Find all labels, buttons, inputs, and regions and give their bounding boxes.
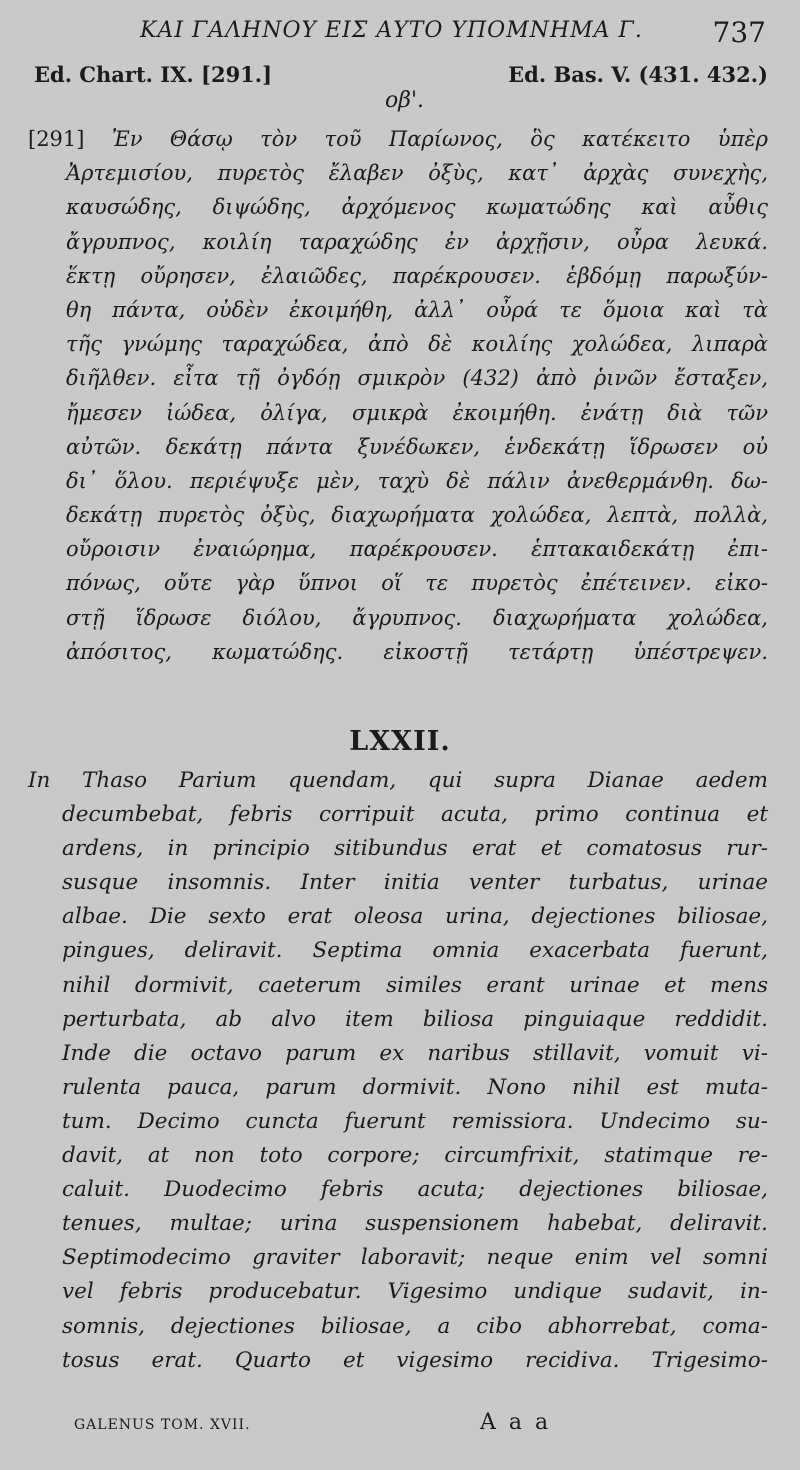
latin-line: perturbata, ab alvo item biliosa pinguiaque reddidit.	[62, 1006, 768, 1032]
latin-line: decumbebat, febris corripuit acuta, primo continua et	[62, 802, 768, 828]
latin-line: davit, at non toto corpore; circumfrixit, statimque re-	[62, 1143, 768, 1169]
footer-gathering-mark: A a a	[480, 1410, 552, 1435]
greek-section-number: οβ'.	[385, 88, 425, 113]
latin-line: ardens, in principio sitibundus erat et comatosus rur-	[62, 836, 768, 862]
latin-line: rulenta pauca, parum dormivit. Nono nihil est muta-	[62, 1074, 768, 1100]
latin-line: caluit. Duodecimo febris acuta; dejectiones biliosae,	[62, 1177, 768, 1203]
greek-text-block	[28, 122, 768, 669]
greek-line: τῆς γνώμης ταραχώδεα, ἀπὸ δὲ κοιλίης χολώδεα, λιπαρὰ	[66, 332, 768, 357]
edition-reference-chartier: Ed. Chart. IX. [291.]	[34, 62, 273, 87]
latin-line: pingues, deliravit. Septima omnia exacerbata fuerunt,	[62, 938, 768, 964]
latin-line: susque insomnis. Inter initia venter turbatus, urinae	[62, 870, 768, 896]
page-number: 737	[712, 16, 766, 49]
greek-line: αὐτῶν. δεκάτῃ πάντα ξυνέδωκεν, ἑνδεκάτῃ ἵδρωσεν οὐ	[66, 434, 768, 459]
latin-line: tum. Decimo cuncta fuerunt remissiora. Undecimo su-	[62, 1108, 768, 1134]
running-head: ΚΑΙ ΓΑΛΗΝΟΥ ΕΙΣ ΑΥΤΟ ΥΠΟΜΝΗΜΑ Γ.	[140, 18, 643, 43]
latin-text-block	[28, 764, 768, 1378]
latin-section-number: LXXII.	[349, 726, 451, 757]
greek-line: [291] Ἐν Θάσῳ τὸν τοῦ Παρίωνος, ὃς κατέκειτο ὑπὲρ	[28, 127, 768, 151]
greek-line: Ἀρτεμισίου, πυρετὸς ἔλαβεν ὀξὺς, κατ᾽ ἀρχὰς συνεχὴς,	[66, 161, 768, 186]
greek-line: καυσώδης, διψώδης, ἀρχόμενος κωματώδης καὶ αὖθις	[66, 195, 768, 220]
greek-line: πόνως, οὔτε γὰρ ὕπνοι οἵ τε πυρετὸς ἐπέτεινεν. εἰκο-	[66, 571, 768, 596]
greek-line: δεκάτῃ πυρετὸς ὀξὺς, διαχωρήματα χολώδεα, λεπτὰ, πολλὰ,	[66, 503, 768, 528]
latin-line: Septimodecimo graviter laboravit; neque enim vel somni	[62, 1245, 768, 1271]
latin-line: albae. Die sexto erat oleosa urina, dejectiones biliosae,	[62, 904, 768, 930]
greek-line: ἤμεσεν ἰώδεα, ὀλίγα, σμικρὰ ἐκοιμήθη. ἐνάτῃ διὰ τῶν	[66, 400, 768, 425]
latin-line: tenues, multae; urina suspensionem habebat, deliravit.	[62, 1211, 768, 1237]
greek-line: στῇ ἵδρωσε διόλου, ἄγρυπνος. διαχωρήματα χολώδεα,	[66, 605, 768, 630]
greek-line: διῆλθεν. εἶτα τῇ ὀγδόῃ σμικρὸν (432) ἀπὸ ῥινῶν ἔσταξεν,	[66, 366, 768, 391]
latin-line: nihil dormivit, caeterum similes erant urinae et mens	[62, 972, 768, 998]
edition-reference-basel: Ed. Bas. V. (431. 432.)	[508, 62, 768, 87]
footer-signature: GALENUS TOM. XVII.	[74, 1417, 251, 1433]
greek-line: ἄγρυπνος, κοιλίη ταραχώδης ἐν ἀρχῇσιν, οὖρα λευκά.	[66, 229, 768, 254]
greek-line: δι᾽ ὅλου. περιέψυξε μὲν, ταχὺ δὲ πάλιν ἀνεθερμάνθη. δω-	[66, 468, 768, 493]
latin-line: In Thaso Parium quendam, qui supra Dianae aedem	[28, 768, 768, 793]
latin-line: vel febris producebatur. Vigesimo undique sudavit, in-	[62, 1279, 768, 1305]
greek-line: ἀπόσιτος, κωματώδης. εἰκοστῇ τετάρτῃ ὑπέστρεψεν.	[66, 639, 768, 664]
chartier-page-marker: [291]	[28, 127, 85, 151]
greek-line: θη πάντα, οὐδὲν ἐκοιμήθη, ἀλλ᾽ οὖρά τε ὅμοια καὶ τὰ	[66, 297, 768, 322]
greek-line: ἕκτῃ οὔρησεν, ἐλαιῶδες, παρέκρουσεν. ἑβδόμῃ παρωξύν-	[66, 263, 768, 288]
latin-line: somnis, dejectiones biliosae, a cibo abhorrebat, coma-	[62, 1313, 768, 1339]
latin-line: Inde die octavo parum ex naribus stillavit, vomuit vi-	[62, 1040, 768, 1066]
greek-line: οὔροισιν ἐναιώρημα, παρέκρουσεν. ἑπτακαιδεκάτῃ ἐπι-	[66, 537, 768, 562]
latin-line: tosus erat. Quarto et vigesimo recidiva. Trigesimo-	[62, 1347, 768, 1373]
